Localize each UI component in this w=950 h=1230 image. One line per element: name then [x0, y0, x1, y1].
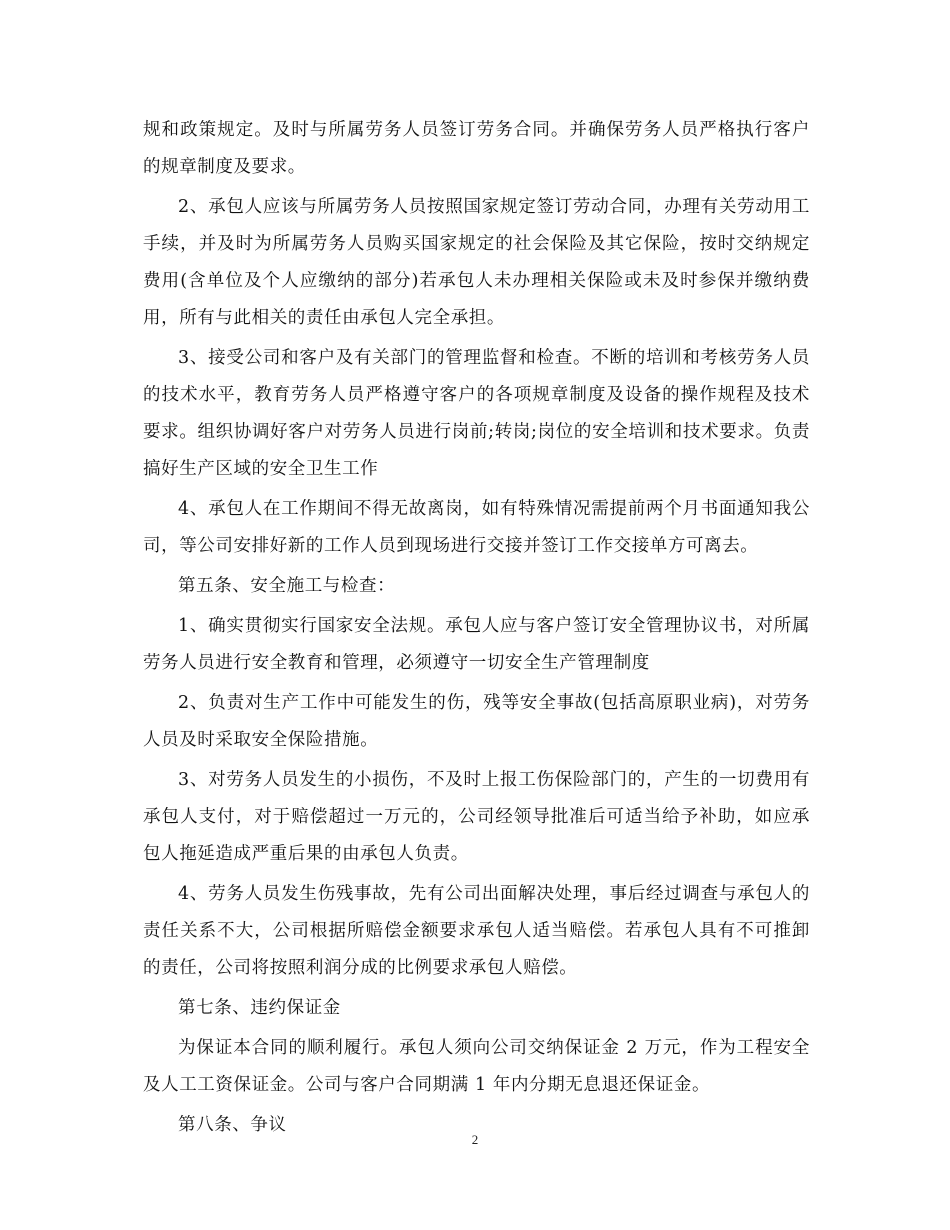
paragraph-8: 3、对劳务人员发生的小损伤，不及时上报工伤保险部门的，产生的一切费用有承包人支付，对于赔偿超过一万元的，公司经领导批准后可适当给予补助，如应承包人拖延造成严重后果的由承包人负责。	[143, 770, 810, 864]
document-body	[143, 112, 810, 1147]
paragraph-9: 4、劳务人员发生伤残事故，先有公司出面解决处理，事后经过调查与承包人的责任关系不大，公司根据所赔偿金额要求承包人适当赔偿。若承包人具有不可推卸的责任，公司将按照利润分成的比例要求承包人赔偿。	[143, 884, 810, 978]
paragraph-3: 3、接受公司和客户及有关部门的管理监督和检查。不断的培训和考核劳务人员的技术水平，教育劳务人员严格遵守客户的各项规章制度及设备的操作规程及技术要求。组织协调好客户对劳务人员进行岗前;转岗;岗位的安全培训和技术要求。负责搞好生产区域的安全卫生工作	[143, 348, 810, 479]
paragraph-1: 规和政策规定。及时与所属劳务人员签订劳务合同。并确保劳务人员严格执行客户的规章制度及要求。	[143, 120, 810, 177]
paragraph-11: 为保证本合同的顺利履行。承包人须向公司交纳保证金 2 万元，作为工程安全及人工工资保证金。公司与客户合同期满 1 年内分期无息退还保证金。	[143, 1038, 810, 1095]
paragraph-6: 1、确实贯彻实行国家安全法规。承包人应与客户签订安全管理协议书，对所属劳务人员进行安全教育和管理，必须遵守一切安全生产管理制度	[143, 616, 810, 673]
section-heading-8: 第八条、争议	[178, 1115, 287, 1135]
section-heading-5: 第五条、安全施工与检查：	[178, 576, 396, 596]
paragraph-7: 2、负责对生产工作中可能发生的伤，残等安全事故(包括高原职业病)，对劳务人员及时采取安全保险措施。	[143, 693, 810, 750]
section-heading-7: 第七条、违约保证金	[178, 998, 341, 1018]
page-number: 2	[471, 1132, 479, 1147]
paragraph-2: 2、承包人应该与所属劳务人员按照国家规定签订劳动合同，办理有关劳动用工手续，并及时为所属劳务人员购买国家规定的社会保险及其它保险，按时交纳规定费用(含单位及个人应缴纳的部分)若承包人未办理相关保险或未及时参保并缴纳费用，所有与此相关的责任由承包人完全承担。	[143, 197, 810, 328]
paragraph-4: 4、承包人在工作期间不得无故离岗，如有特殊情况需提前两个月书面通知我公司，等公司安排好新的工作人员到现场进行交接并签订工作交接单方可离去。	[143, 499, 810, 556]
